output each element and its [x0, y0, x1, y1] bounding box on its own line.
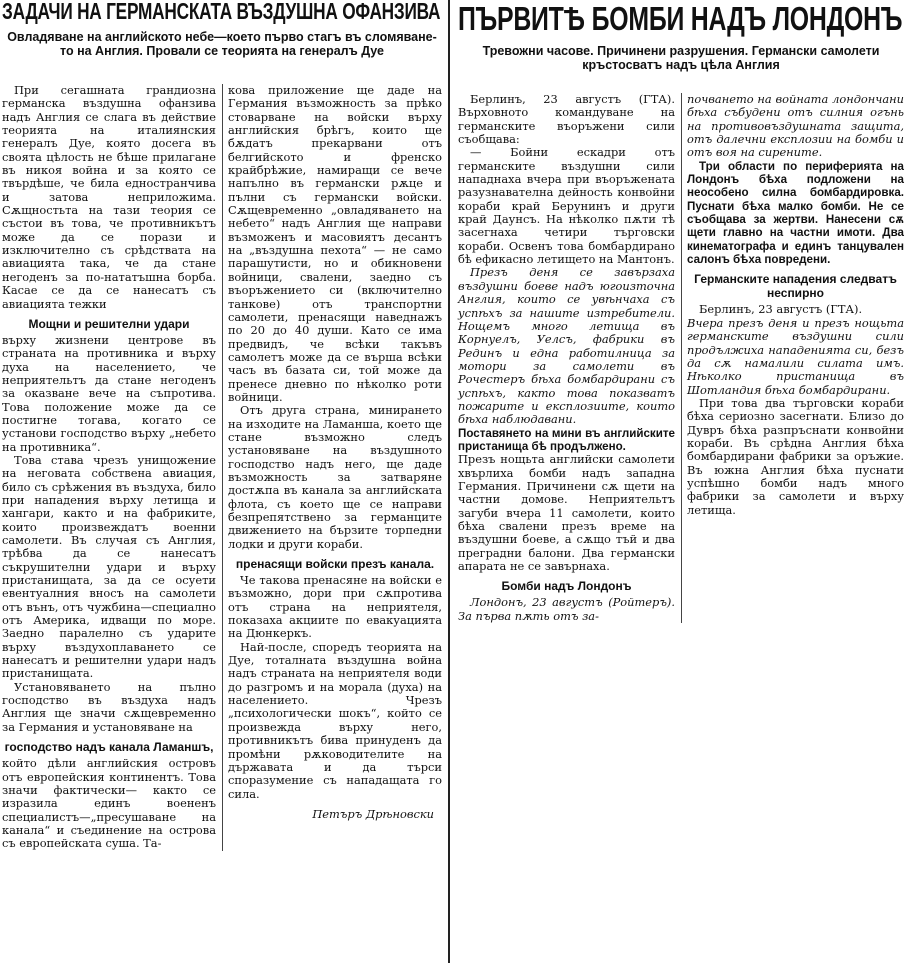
paragraph: Това става чрезъ унищожение на неговата собствена авиация, било съ срѣжения въ въздуха, било при нападения върху летища и хангари, както и на фабриките, които произвеждатъ военни самолети. Въ случая съ Англия, трѣбва да се нанесатъ съкрушителни удари и върху пристанищата, за да се осуети евентуалния вносъ на самолети отъ вънъ, отъ чужбина—специално отъ Америка, идващи по море. Заедно паралелно съ ударите върху въздухоплаването се нанесатъ и решителни удари надъ пристанищата. [2, 452, 216, 681]
left-subheadline: Овладяване на английското небе—което първо стагъ въ сломяване-то на Англия. Провали се теорията на генералъ Дуе [7, 30, 437, 58]
left-columns [2, 84, 442, 851]
paragraph: При това два търговски кораби бѣха сериозно засегнати. Близо до Дувръ бѣха разпръснати конвойни кораби. Въ срѣдна Англия бѣха бомбардирани фабрики за оръжие. Въ южна Англия бѣха пуснати успѣшно бомби надъ много фабрики за самолети и върху летища. [687, 395, 904, 517]
right-column-2 [681, 93, 904, 623]
paragraph: върху жизнени центрове въ страната на противника и върху духа на населението, че неприятельтъ да стане негоденъ за оказване вече на съпротива. Това положение може да се постигне тогава, когато се установи господство върху „небето на противника“. [2, 332, 216, 454]
paragraph: Отъ друга страна, минирането на изходите на Ламанша, което ще стане възможно следъ установяване на въздушното господство надъ него, ще даде възможность за затваряне достѫпа въ канала за английската флота, съ което ще се направи безпрепятствено за германците движението на бързите торпедни лодки и други кораби. [228, 403, 442, 551]
right-headline: ПЪРВИТѢ БОМБИ НАДЪ ЛОНДОНЪ [458, 0, 903, 37]
section-heading: Бомби надъ Лондонъ [501, 579, 632, 594]
paragraph: Поставянето на мини въ английските пристанища бѣ продължено. [458, 426, 675, 453]
paragraph: който дѣли английския островъ отъ европейския континентъ. Това значи фактически— както се изразила единъ воененъ специалистъ—„пресушаване на канала“ и съединение на острова съ европейската суша. Та- [2, 756, 216, 851]
left-column-1 [2, 84, 216, 851]
paragraph: Презъ деня се завързаха въздушни боеве надъ югоизточна Англия, които се увѣнчаха съ успѣхъ за нашите изтребители. Нощемъ много летища въ Корнуелъ, Уелсъ, фабрики въ Рединъ и една работилница за мотори за самолети въ Рочестеръ бѣха бомбардирани съ успѣхъ, както това показватъ пожарите и експлозиите, които бѣха наблюдавани. [458, 265, 675, 427]
left-article [2, 0, 442, 963]
dateline: Лондонъ, 23 августъ (Ройтеръ). За първа пѫть отъ за- [458, 595, 675, 623]
right-subheadline: Тревожни часове. Причинени разрушения. Германски самолети кръстосватъ надъ цѣла Англия [482, 44, 880, 72]
right-column-1 [458, 93, 675, 623]
paragraph: Установяването на пълно господство въ въздуха надъ Англия ще значи сѫщевременно за Германия и установяване на [2, 679, 216, 734]
paragraph: кова приложение ще даде на Германия възможность за прѣко стоварване на войски върху английския брѣгъ, които ще бѫдатъ прекарвани отъ белгийското и френско крайбрѣжие, намиращи се вече напълно въ германски рѫце и пълни съ германски войски. Сѫщевременно „овладяването на небето“ надъ Англия ще направи възможенъ и масовиятъ десантъ на „въздушна пехота“ — не само парашутисти, но и обикновени войници, свалени, заедно съ въоръжението си (включително танкове) отъ транспортни самолети, пренасящи наведнажъ по 20 до 40 души. Като се има предвидъ, че всѣки такъвъ самолетъ може да се върша всѣки часъ въ базата си, той може да пренесе дневно по нѣколко роти войници. [228, 83, 442, 404]
paragraph: Че такова пренасяне на войски е възможно, дори при сѫпротива отъ страна на неприятеля, показаха акциите по евакуацията на Дюнкеркъ. [228, 573, 442, 641]
paragraph: почването на войната лондончани бѣха събудени отъ силния огънь на противовъздушната защита, отъ далечни експлозии на бомби и отъ воя на сирените. [687, 92, 904, 160]
column-divider [448, 0, 450, 963]
section-heading: пренасящи войски презъ канала. [235, 557, 435, 572]
right-columns [458, 93, 904, 623]
right-article [458, 0, 904, 963]
paragraph: При сегашната грандиозна германска въздушна офанзива надъ Англия се слага въ действие теорията на италиянския генералъ Дуе, която досега въ своята цѣлость не бѣше прилагане въ никоя война и за която се твърдѣше, че била едностранчива и затова неприложима. Сѫщностьта на тази теория се състои въ това, че противникътъ може да се порази и изключително съ срѣдствата на авиацията така, че да стане негоденъ за по-нататъшна борба. Касае се да се нанесатъ съ авиацията тежки [2, 83, 216, 311]
left-column-2 [222, 84, 442, 851]
paragraph: — Бойни ескадри отъ германските въздушни сили нападнаха вчера при въоръжената разузнавателна дейность конвойни кораби край Берунинъ и други край Даунсъ. На нѣколко пѫти тѣ засегнаха четири търговски кораби. Освенъ това бомбардирано бѣ ефикасно летището на Мантонъ. [458, 145, 675, 267]
author-signature: Петъръ Дрѣновски [312, 806, 434, 821]
section-heading: Мощни и решителни удари [28, 316, 190, 331]
paragraph: Най-после, споредъ теорията на Дуе, тоталната въздушна война надъ страната на неприятеля води до разгромъ и на морала (духа) на населението. Чрезъ „психологически шокъ“, който се произвежда върху него, противникътъ бива принуденъ да промѣни рѫководителите на държавата и да търси споразумение съ нападащата го сила. [228, 639, 442, 801]
section-heading: Германските нападения следватъ неспирно [694, 272, 897, 301]
left-headline: ЗАДАЧИ НА ГЕРМАНСКАТА ВЪЗДУШНА ОФАНЗИВА [2, 0, 441, 24]
paragraph: Вчера презъ деня и презъ нощьта германските въздушни сили продължиха нападенията си, безъ да сѫ намалили силата имъ. Нѣколко пристанища въ Шотландия бѣха бомбардирани. [687, 315, 904, 397]
dateline: Берлинъ, 23 августъ (ГТА). [699, 302, 863, 317]
paragraph: Презъ нощьта английски самолети хвърлиха бомби надъ западна Германия. Причинени сѫ щети на частни домове. Неприятельтъ загуби вчера 11 самолети, които бѣха свалени презъ време на въздушни боеве, а сѫщо тъй и два преградни балони. Два германски апарата не се завърнаха. [458, 452, 675, 574]
section-heading: господство надъ канала Ламаншъ, [4, 740, 214, 755]
paragraph: Три области по периферията на Лондонъ бѣха подложени на неособено силна бомбардировка. Пуснати бѣха малко бомби. Не се съобщава за жертви. Нанесени сѫ щети главно на частни имоти. Два кинематографа и единъ танцувален салонъ бѣха повредени. [687, 159, 904, 267]
dateline: Берлинъ, 23 августъ (ГТА). Върховното командуване на германските въоръжени сили съобщава: [458, 92, 675, 147]
